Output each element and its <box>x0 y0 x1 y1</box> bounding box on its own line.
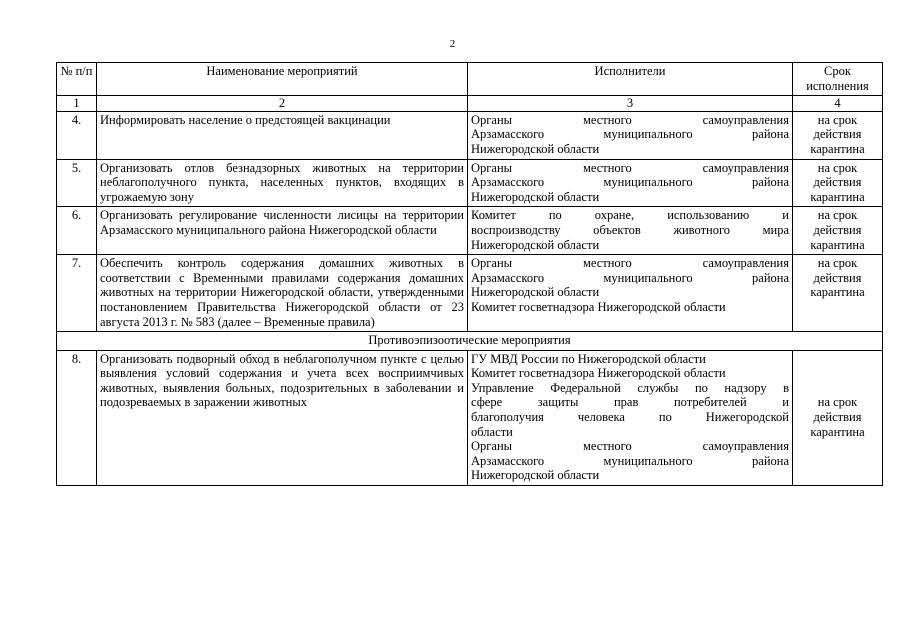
row-num: 8. <box>57 350 97 485</box>
row-num: 5. <box>57 159 97 207</box>
column-index: 3 <box>468 96 793 112</box>
column-index: 4 <box>793 96 883 112</box>
executor-line: Комитет по охране, использованию и <box>471 208 789 223</box>
term-line: действия <box>813 222 862 237</box>
executor-line: Управление Федеральной службы по надзору в <box>471 380 789 395</box>
column-index-row <box>57 96 883 112</box>
executor-line: Органы местного самоуправления <box>471 112 789 127</box>
executor-line: Органы местного самоуправления <box>471 439 789 454</box>
executor-line: Арзамасского муниципального района <box>471 175 789 190</box>
term-line: карантина <box>810 237 865 252</box>
term-line: карантина <box>810 189 865 204</box>
row-term <box>793 111 883 159</box>
header-name: Наименование мероприятий <box>97 63 468 96</box>
term-line: на срок <box>817 160 858 175</box>
row-term <box>793 350 883 485</box>
table-row <box>57 111 883 159</box>
section-title: Противоэпизоотические мероприятия <box>57 332 883 351</box>
table-row <box>57 255 883 332</box>
executor-line: Нижегородской области <box>471 285 600 300</box>
row-term <box>793 159 883 207</box>
executor-line: Нижегородской области <box>471 141 600 156</box>
row-name: Организовать регулирование численности лисицы на территории Арзамасского муниципального района Нижегородской области <box>97 207 468 255</box>
table-header-row <box>57 63 883 96</box>
row-executors <box>468 111 793 159</box>
term-line: карантина <box>810 424 865 439</box>
executor-line: Арзамасского муниципального района <box>471 453 789 468</box>
executor-line: Комитет госветнадзора Нижегородской области <box>471 366 726 381</box>
executor-line: благополучия человека по Нижегородской <box>471 410 789 425</box>
term-line: на срок <box>817 256 858 271</box>
executor-line: Органы местного самоуправления <box>471 160 789 175</box>
executor-line: Нижегородской области <box>471 237 600 252</box>
term-line: на срок <box>817 208 858 223</box>
executor-line: Арзамасского муниципального района <box>471 127 789 142</box>
column-index: 2 <box>97 96 468 112</box>
row-name: Организовать отлов безнадзорных животных на территории неблагополучного пункта, населенных пунктов, входящих в угрожаемую зону <box>97 159 468 207</box>
row-executors <box>468 207 793 255</box>
row-num: 7. <box>57 255 97 332</box>
measures-table <box>56 62 883 486</box>
row-executors <box>468 350 793 485</box>
term-line: действия <box>813 175 862 190</box>
table-row <box>57 350 883 485</box>
row-term <box>793 255 883 332</box>
executor-line: Комитет госветнадзора Нижегородской области <box>471 299 726 314</box>
executor-line: Нижегородской области <box>471 189 600 204</box>
row-name: Информировать население о предстоящей вакцинации <box>97 111 468 159</box>
term-line: действия <box>813 270 862 285</box>
term-line: карантина <box>810 285 865 300</box>
term-line: на срок <box>817 395 858 410</box>
table-row <box>57 159 883 207</box>
row-executors <box>468 255 793 332</box>
header-executors: Исполнители <box>468 63 793 96</box>
term-line: действия <box>813 410 862 425</box>
section-row <box>57 332 883 351</box>
term-line: на срок <box>817 112 858 127</box>
executor-line: Нижегородской области <box>471 468 600 483</box>
row-term <box>793 207 883 255</box>
page-number: 2 <box>449 38 456 50</box>
row-name: Обеспечить контроль содержания домашних животных в соответствии с Временными правилами содержания домашних животных на территории Нижегородской области, утвержденными постановлением Правительства Нижегородской области от 23 августа 2013 г. № 583 (далее – Временные правила) <box>97 255 468 332</box>
executor-line: воспроизводству объектов животного мира <box>471 222 789 237</box>
row-name: Организовать подворный обход в неблагополучном пункте с целью выявления условий содержания и учета всех восприимчивых животных, выявления больных, подозрительных в заболевании и подозреваемых в заражении животных <box>97 350 468 485</box>
term-line: действия <box>813 127 862 142</box>
header-term: Срок исполнения <box>793 63 883 96</box>
row-num: 6. <box>57 207 97 255</box>
executor-line: Арзамасского муниципального района <box>471 270 789 285</box>
row-executors <box>468 159 793 207</box>
header-num: № п/п <box>57 63 97 96</box>
term-line: карантина <box>810 141 865 156</box>
row-num: 4. <box>57 111 97 159</box>
executor-line: ГУ МВД России по Нижегородской области <box>471 351 706 366</box>
executor-line: области <box>471 424 513 439</box>
column-index: 1 <box>57 96 97 112</box>
table-row <box>57 207 883 255</box>
executor-line: сфере защиты прав потребителей и <box>471 395 789 410</box>
executor-line: Органы местного самоуправления <box>471 256 789 271</box>
